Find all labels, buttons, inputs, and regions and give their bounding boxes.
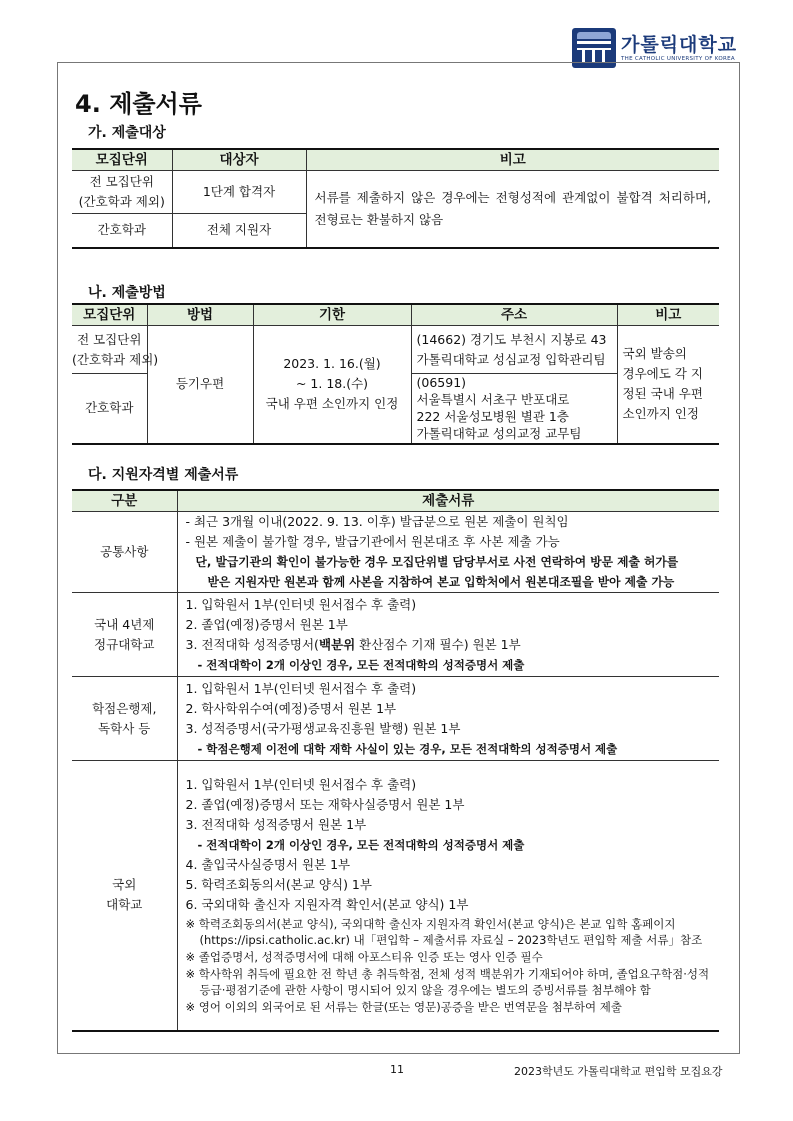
submission-method-table (72, 303, 719, 445)
documents-domestic: 1. 입학원서 1부(인터넷 원서접수 후 출력) 2. 졸업(예정)증명서 원본 1부 3. 전적대학 성적증명서(백분위 환산점수 기재 필수) 원본 1부 - 전적대학이 2개 이상인 경우, 모든 전적대학의 성적증명서 제출 (177, 593, 719, 677)
page-number: 11 (390, 1063, 404, 1076)
documents-credit-bank: 1. 입학원서 1부(인터넷 원서접수 후 출력) 2. 학사학위수여(예정)증명서 원본 1부 3. 성적증명서(국가평생교육진흥원 발행) 원본 1부 - 학점은행제 이전에 대학 재학 사실이 있는 경우, 모든 전적대학의 성적증명서 제출 (177, 677, 719, 761)
category-domestic: 국내 4년제 정규대학교 (72, 593, 177, 677)
page-frame-bottom (57, 1053, 740, 1054)
col-header-address: 주소 (411, 304, 617, 326)
col-header-method: 방법 (147, 304, 253, 326)
col-header-note: 비고 (306, 149, 719, 171)
documents-common: - 최근 3개월 이내(2022. 9. 13. 이후) 발급분으로 원본 제출이 원칙임 - 원본 제출이 불가할 경우, 발급기관에서 원본대조 후 사본 제출 가능 단, 발급기관의 확인이 불가능한 경우 모집단위별 담당부서로 사전 연락하여 방문 제출 허가를 받은 지원자만 원본과 함께 사본을 지참하여 본교 입학처에서 원본대조필을 받아 제출 가능 (177, 512, 719, 593)
deadline-cell: 2023. 1. 16.(월) ~ 1. 18.(수) 국내 우편 소인까지 인정 (253, 326, 411, 444)
target-cell: 전체 지원자 (172, 214, 306, 248)
method-cell: 등기우편 (147, 326, 253, 444)
logo-name-en: THE CATHOLIC UNIVERSITY OF KOREA (621, 56, 735, 62)
category-foreign: 국외 대학교 (72, 761, 177, 1031)
section-title-text: 제출서류 (109, 90, 202, 118)
logo-name-kr: 가톨릭대학교 (621, 34, 738, 56)
table-row (72, 677, 719, 761)
subsection-title-c: 다. 지원자격별 제출서류 (88, 467, 239, 483)
table-row (72, 593, 719, 677)
col-header-unit: 모집단위 (72, 149, 172, 171)
header-divider (57, 62, 740, 63)
col-header-deadline: 기한 (253, 304, 411, 326)
col-header-note: 비고 (617, 304, 719, 326)
address-cell: (06591) 서울특별시 서초구 반포대로 222 서울성모병원 별관 1층 가톨릭대학교 성의교정 교무팀 (411, 374, 617, 444)
documents-by-qualification-table (72, 489, 719, 1032)
footer-text: 2023학년도 가톨릭대학교 편입학 모집요강 (514, 1065, 723, 1078)
unit-cell: 전 모집단위 (간호학과 제외) (72, 326, 147, 374)
col-header-documents: 제출서류 (177, 490, 719, 512)
table-header-row (72, 149, 719, 171)
col-header-unit: 모집단위 (72, 304, 147, 326)
section-number: 4. (75, 90, 101, 118)
unit-cell: 전 모집단위 (간호학과 제외) (72, 171, 172, 214)
page-frame-left (57, 62, 58, 1053)
unit-cell: 간호학과 (72, 374, 147, 444)
documents-foreign: 1. 입학원서 1부(인터넷 원서접수 후 출력) 2. 졸업(예정)증명서 또는 재학사실증명서 원본 1부 3. 전적대학 성적증명서 원본 1부 - 전적대학이 2개 이상인 경우, 모든 전적대학의 성적증명서 제출 4. 출입국사실증명서 원본 1부 5. 학력조회동의서(본교 양식) 1부 6. 국외대학 출신자 지원자격 확인서(본교 양식) 1부 ※ 학력조회동의서(본교 양식), 국외대학 출신자 지원자격 확인서(본교 양식)은 본교 입학 홈페이지 (https://ipsi.catholic.ac.kr) 내「편입학 – 제출서류 자료실 – 2023학년도 편입학 제출 서류」참조 ※ 졸업증명서, 성적증명서에 대해 아포스티유 인증 또는 영사 인증 필수 ※ 학사학위 취득에 필요한 전 학년 총 취득학점, 전체 성적 백분위가 기재되어야 하며, 졸업요구학점·성적등급·평점기준에 관한 사항이 명시되어 있지 않을 경우에는 별도의 증빙서류를 첨부해야 함 ※ 영어 이외의 외국어로 된 서류는 한글(또는 영문)공증을 받은 번역문을 첨부하여 제출 (177, 761, 719, 1031)
table-row (72, 761, 719, 1031)
submission-target-table (72, 148, 719, 249)
col-header-target: 대상자 (172, 149, 306, 171)
table-row (72, 326, 719, 374)
category-common: 공통사항 (72, 512, 177, 593)
unit-cell: 간호학과 (72, 214, 172, 248)
page-frame-right (739, 62, 740, 1053)
note-cell: 국외 발송의 경우에도 각 지 정된 국내 우편 소인까지 인정 (617, 326, 719, 444)
col-header-category: 구분 (72, 490, 177, 512)
note-cell: 서류를 제출하지 않은 경우에는 전형성적에 관계없이 불합격 처리하며, 전형료는 환불하지 않음 (306, 171, 719, 248)
table-header-row (72, 490, 719, 512)
category-credit-bank: 학점은행제, 독학사 등 (72, 677, 177, 761)
address-cell: (14662) 경기도 부천시 지봉로 43 가톨릭대학교 성심교정 입학관리팀 (411, 326, 617, 374)
target-cell: 1단계 합격자 (172, 171, 306, 214)
section-title (75, 84, 202, 119)
table-row (72, 171, 719, 214)
subsection-title-a: 가. 제출대상 (88, 125, 166, 141)
subsection-title-b: 나. 제출방법 (88, 285, 166, 301)
table-row (72, 512, 719, 593)
table-header-row (72, 304, 719, 326)
